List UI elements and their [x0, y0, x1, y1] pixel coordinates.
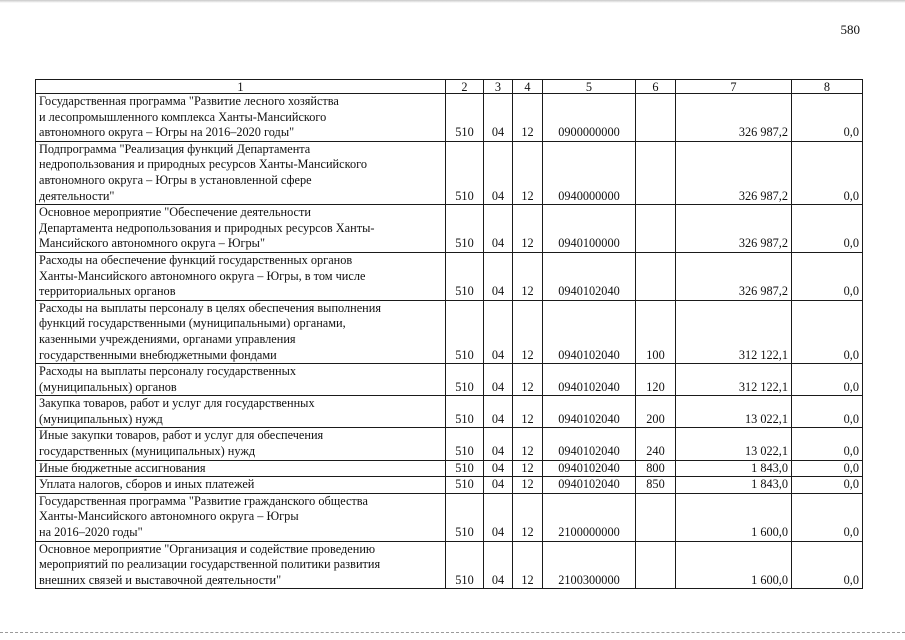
- amount-cell: 326 987,2: [676, 141, 792, 204]
- description-line: Основное мероприятие "Обеспечение деятельности: [39, 205, 311, 220]
- column-header: 5: [543, 80, 636, 94]
- section-cell: 04: [484, 541, 513, 589]
- admin-code-cell: 510: [446, 477, 484, 494]
- description-line: функций государственными (муниципальными) органами,: [39, 316, 346, 331]
- amount-change-cell: 0,0: [792, 205, 863, 253]
- table-row: [36, 141, 863, 204]
- description-line: автономного округа – Югры в установленной сфере: [39, 172, 312, 187]
- description-line: деятельности": [39, 188, 115, 203]
- amount-cell: 326 987,2: [676, 205, 792, 253]
- expense-type-cell: 800: [636, 460, 676, 477]
- description-line: Расходы на обеспечение функций государственных органов: [39, 252, 353, 267]
- table-row: [36, 541, 863, 589]
- admin-code-cell: 510: [446, 94, 484, 142]
- column-header: 3: [484, 80, 513, 94]
- amount-cell: 1 843,0: [676, 477, 792, 494]
- description-cell: [36, 141, 446, 204]
- description-line: (муниципальных) органов: [39, 379, 177, 394]
- table-row: [36, 205, 863, 253]
- amount-cell: 1 600,0: [676, 493, 792, 541]
- amount-change-cell: 0,0: [792, 396, 863, 428]
- target-article-cell: 0940102040: [543, 477, 636, 494]
- section-cell: 04: [484, 300, 513, 363]
- description-cell: [36, 493, 446, 541]
- amount-change-cell: 0,0: [792, 428, 863, 460]
- expense-type-cell: 240: [636, 428, 676, 460]
- admin-code-cell: 510: [446, 493, 484, 541]
- description-line: недропользования и природных ресурсов Ханты-Мансийского: [39, 157, 367, 172]
- subsection-cell: 12: [513, 428, 543, 460]
- section-cell: 04: [484, 477, 513, 494]
- table-row: [36, 428, 863, 460]
- admin-code-cell: 510: [446, 541, 484, 589]
- subsection-cell: 12: [513, 141, 543, 204]
- admin-code-cell: 510: [446, 252, 484, 300]
- expense-type-cell: [636, 205, 676, 253]
- target-article-cell: 0940102040: [543, 364, 636, 396]
- description-line: и лесопромышленного комплекса Ханты-Мансийского: [39, 109, 327, 124]
- table-row: [36, 477, 863, 494]
- column-header: 2: [446, 80, 484, 94]
- expense-type-cell: [636, 94, 676, 142]
- expense-type-cell: 200: [636, 396, 676, 428]
- description-line: автономного округа – Югры на 2016–2020 годы": [39, 125, 295, 140]
- scan-edge-bottom: [0, 632, 905, 635]
- subsection-cell: 12: [513, 493, 543, 541]
- admin-code-cell: 510: [446, 396, 484, 428]
- column-header: 7: [676, 80, 792, 94]
- table-row: [36, 364, 863, 396]
- description-line: на 2016–2020 годы": [39, 525, 143, 540]
- section-cell: 04: [484, 493, 513, 541]
- description-line: Расходы на выплаты персоналу в целях обеспечения выполнения: [39, 300, 382, 315]
- amount-cell: 13 022,1: [676, 428, 792, 460]
- target-article-cell: 2100300000: [543, 541, 636, 589]
- amount-change-cell: 0,0: [792, 460, 863, 477]
- amount-change-cell: 0,0: [792, 252, 863, 300]
- description-cell: [36, 396, 446, 428]
- description-line: Расходы на выплаты персоналу государственных: [39, 364, 297, 379]
- scan-edge-top: [0, 0, 905, 3]
- admin-code-cell: 510: [446, 428, 484, 460]
- amount-cell: 312 122,1: [676, 300, 792, 363]
- description-line: Государственная программа "Развитие лесного хозяйства: [39, 94, 339, 108]
- description-cell: [36, 94, 446, 142]
- description-line: казенными учреждениями, органами управления: [39, 331, 296, 346]
- target-article-cell: 0900000000: [543, 94, 636, 142]
- expense-type-cell: 100: [636, 300, 676, 363]
- expense-type-cell: [636, 141, 676, 204]
- table-row: [36, 300, 863, 363]
- amount-cell: 1 843,0: [676, 460, 792, 477]
- target-article-cell: 0940102040: [543, 300, 636, 363]
- description-line: государственных (муниципальных) нужд: [39, 444, 256, 459]
- description-line: Иные бюджетные ассигнования: [39, 460, 206, 475]
- table-row: [36, 396, 863, 428]
- subsection-cell: 12: [513, 460, 543, 477]
- description-line: Основное мероприятие "Организация и содействие проведению: [39, 541, 376, 556]
- amount-cell: 326 987,2: [676, 94, 792, 142]
- admin-code-cell: 510: [446, 364, 484, 396]
- subsection-cell: 12: [513, 477, 543, 494]
- amount-cell: 13 022,1: [676, 396, 792, 428]
- section-cell: 04: [484, 396, 513, 428]
- budget-table: [35, 79, 863, 589]
- amount-cell: 1 600,0: [676, 541, 792, 589]
- description-line: Подпрограмма "Реализация функций Департамента: [39, 141, 311, 156]
- target-article-cell: 0940000000: [543, 141, 636, 204]
- description-cell: [36, 541, 446, 589]
- table-row: [36, 460, 863, 477]
- target-article-cell: 0940102040: [543, 460, 636, 477]
- amount-change-cell: 0,0: [792, 364, 863, 396]
- description-line: территориальных органов: [39, 284, 176, 299]
- subsection-cell: 12: [513, 364, 543, 396]
- amount-change-cell: 0,0: [792, 477, 863, 494]
- page-number: 580: [840, 22, 860, 37]
- description-cell: [36, 477, 446, 494]
- column-header: 1: [36, 80, 446, 94]
- amount-change-cell: 0,0: [792, 541, 863, 589]
- expense-type-cell: 850: [636, 477, 676, 494]
- expense-type-cell: [636, 252, 676, 300]
- section-cell: 04: [484, 460, 513, 477]
- section-cell: 04: [484, 364, 513, 396]
- description-line: Государственная программа "Развитие гражданского общества: [39, 493, 368, 508]
- table-row: [36, 94, 863, 142]
- section-cell: 04: [484, 141, 513, 204]
- description-line: (муниципальных) нужд: [39, 411, 163, 426]
- section-cell: 04: [484, 205, 513, 253]
- description-cell: [36, 205, 446, 253]
- amount-change-cell: 0,0: [792, 493, 863, 541]
- description-line: внешних связей и выставочной деятельности": [39, 572, 282, 587]
- admin-code-cell: 510: [446, 460, 484, 477]
- description-line: государственными внебюджетными фондами: [39, 347, 277, 362]
- description-line: Иные закупки товаров, работ и услуг для обеспечения: [39, 428, 324, 443]
- target-article-cell: 0940100000: [543, 205, 636, 253]
- amount-cell: 312 122,1: [676, 364, 792, 396]
- description-line: Закупка товаров, работ и услуг для государственных: [39, 396, 315, 411]
- description-cell: [36, 428, 446, 460]
- section-cell: 04: [484, 252, 513, 300]
- subsection-cell: 12: [513, 541, 543, 589]
- subsection-cell: 12: [513, 396, 543, 428]
- column-header: 4: [513, 80, 543, 94]
- description-line: Ханты-Мансийского автономного округа – Югры: [39, 509, 299, 524]
- subsection-cell: 12: [513, 252, 543, 300]
- subsection-cell: 12: [513, 205, 543, 253]
- section-cell: 04: [484, 94, 513, 142]
- amount-cell: 326 987,2: [676, 252, 792, 300]
- amount-change-cell: 0,0: [792, 141, 863, 204]
- table-body: [36, 94, 863, 589]
- description-cell: [36, 460, 446, 477]
- target-article-cell: 0940102040: [543, 396, 636, 428]
- description-cell: [36, 252, 446, 300]
- table-header-row: [36, 80, 863, 94]
- admin-code-cell: 510: [446, 141, 484, 204]
- description-line: Департамента недропользования и природных ресурсов Ханты-: [39, 220, 375, 235]
- admin-code-cell: 510: [446, 300, 484, 363]
- admin-code-cell: 510: [446, 205, 484, 253]
- target-article-cell: 0940102040: [543, 428, 636, 460]
- description-line: Уплата налогов, сборов и иных платежей: [39, 477, 255, 492]
- expense-type-cell: [636, 493, 676, 541]
- expense-type-cell: 120: [636, 364, 676, 396]
- description-cell: [36, 364, 446, 396]
- subsection-cell: 12: [513, 300, 543, 363]
- table-row: [36, 493, 863, 541]
- target-article-cell: 0940102040: [543, 252, 636, 300]
- amount-change-cell: 0,0: [792, 94, 863, 142]
- description-line: Мансийского автономного округа – Югры": [39, 236, 265, 251]
- description-cell: [36, 300, 446, 363]
- subsection-cell: 12: [513, 94, 543, 142]
- target-article-cell: 2100000000: [543, 493, 636, 541]
- description-line: мероприятий по реализации государственной политики развития: [39, 557, 381, 572]
- section-cell: 04: [484, 428, 513, 460]
- description-line: Ханты-Мансийского автономного округа – Югры, в том числе: [39, 268, 366, 283]
- table-row: [36, 252, 863, 300]
- expense-type-cell: [636, 541, 676, 589]
- column-header: 6: [636, 80, 676, 94]
- column-header: 8: [792, 80, 863, 94]
- amount-change-cell: 0,0: [792, 300, 863, 363]
